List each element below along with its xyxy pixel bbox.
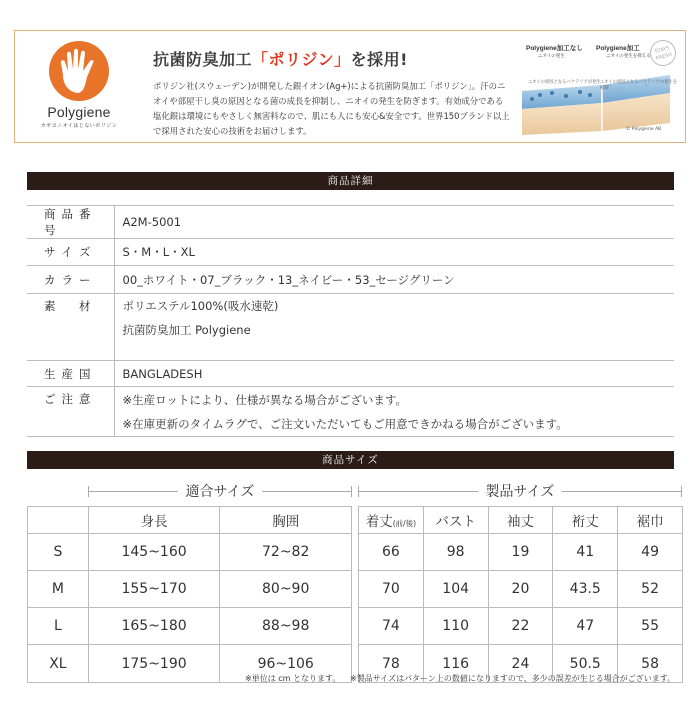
sleeve-cell: 22	[488, 608, 553, 645]
group-tick	[351, 486, 352, 497]
group-tick	[681, 486, 682, 497]
bust-cell: 116	[423, 645, 488, 683]
detail-value	[114, 206, 674, 239]
yuki-cell: 50.5	[553, 645, 618, 683]
table-row	[27, 361, 674, 387]
fit-size-table	[27, 506, 352, 683]
detail-value	[114, 294, 674, 361]
sleeve-cell: 20	[488, 571, 553, 608]
table-row	[359, 608, 683, 645]
diagram-sub-right: ニオイの発生を抑える	[606, 54, 651, 59]
detail-line: A2M-5001	[122, 215, 182, 229]
detail-line: ※生産ロットにより、仕様が異なる場合がございます。	[122, 392, 407, 407]
table-row	[28, 534, 352, 571]
height-cell: 175~190	[88, 645, 220, 683]
diagram-footer: © Polygiene AB	[626, 127, 662, 132]
hem-cell: 55	[618, 608, 683, 645]
polygiene-diagram	[520, 39, 680, 139]
detail-line: 00_ホワイト・07_ブラック・13_ネイビー・53_セージグリーン	[122, 272, 455, 287]
title-highlight: 「ポリジン」	[252, 50, 351, 69]
table-header-row	[359, 507, 683, 534]
product-size-group-label	[358, 481, 682, 501]
diagram-caption-left: ニオイの原因となるバクテリアが発生	[528, 80, 601, 85]
stays-fresh-stamp: STAYS FRESH	[647, 37, 679, 69]
table-row	[27, 239, 674, 266]
logo-tagline: カギヱニオイはじないポリジン	[40, 123, 118, 129]
chest-cell: 80~90	[220, 571, 352, 608]
length-cell: 74	[359, 608, 424, 645]
bust-cell: 110	[423, 608, 488, 645]
size-label: L	[28, 608, 89, 645]
yuki-cell: 41	[553, 534, 618, 571]
detail-value	[114, 387, 674, 437]
detail-value	[114, 266, 674, 294]
detail-line: ポリエステル100%(吸水速乾)	[122, 299, 279, 313]
diagram-heading-right: Polygiene加工	[596, 45, 640, 52]
detail-key: カラー	[27, 266, 114, 294]
height-cell: 155~170	[88, 571, 220, 608]
table-row	[27, 206, 674, 239]
banner-title	[153, 47, 408, 70]
bust-cell: 104	[423, 571, 488, 608]
header-height: 身長	[88, 507, 220, 534]
header-length	[359, 507, 424, 534]
diagram-heading-left: Polygiene加工なし	[526, 45, 583, 52]
hem-cell: 58	[618, 645, 683, 683]
detail-line: ※在庫更新のタイムラグで、ご注文いただいてもご用意できかねる場合がございます。	[122, 416, 568, 431]
header-yuki: 裄丈	[553, 507, 618, 534]
fit-size-group-label	[88, 481, 352, 501]
detail-key: サイズ	[27, 239, 114, 266]
detail-value	[114, 239, 674, 266]
sizes-header: 商品サイズ	[27, 451, 674, 469]
table-row	[359, 571, 683, 608]
length-cell: 70	[359, 571, 424, 608]
product-size-title: 製品サイズ	[478, 484, 563, 500]
table-row	[27, 387, 674, 437]
product-size-table	[358, 506, 683, 683]
length-cell: 66	[359, 534, 424, 571]
header-length-label: 着丈	[365, 514, 393, 530]
size-label: S	[28, 534, 89, 571]
chest-cell: 72~82	[220, 534, 352, 571]
sleeve-cell: 19	[488, 534, 553, 571]
detail-key: ご注意	[27, 387, 114, 437]
length-cell: 78	[359, 645, 424, 683]
size-label: XL	[28, 645, 89, 683]
banner-description: ポリジン社(スウェーデン)が開発した銀イオン(Ag+)による抗菌防臭加工「ポリジン」。汗のニオイや部屋干し臭の原因となる菌の成長を抑制し、ニオイの発生を防ぎます。有効成分である塩化銀は環境にもやさしく無害料なので、肌にも人にも安心&安全です。世界150ブランド以上で採用された安心の技術をお届けします。	[153, 81, 510, 136]
header-chest: 胸囲	[220, 507, 352, 534]
header-hem: 裾巾	[618, 507, 683, 534]
polygiene-logo	[37, 41, 121, 137]
detail-key: 生産国	[27, 361, 114, 387]
diagram-caption-right: ニオイの原因となるバクテリアの発生を抑制	[600, 80, 678, 91]
title-suffix: を採用!	[350, 50, 408, 69]
detail-line: BANGLADESH	[122, 366, 203, 381]
title-prefix: 抗菌防臭加工	[153, 50, 253, 69]
hand-logo-icon	[49, 41, 109, 101]
table-header-row	[28, 507, 352, 534]
polygiene-banner	[14, 30, 686, 143]
table-row	[359, 534, 683, 571]
height-cell: 165~180	[88, 608, 220, 645]
bust-cell: 98	[423, 534, 488, 571]
detail-line: S・M・L・XL	[122, 245, 195, 259]
size-label: M	[28, 571, 89, 608]
detail-key: 素材	[27, 294, 114, 361]
table-row	[28, 571, 352, 608]
table-row	[27, 266, 674, 294]
hem-cell: 49	[618, 534, 683, 571]
group-tick	[358, 486, 359, 497]
table-row	[27, 294, 674, 361]
table-row	[28, 608, 352, 645]
corner-cell	[28, 507, 89, 534]
details-header: 商品詳細	[27, 172, 674, 190]
detail-value	[114, 361, 674, 387]
detail-line: 抗菌防臭加工 Polygiene	[122, 323, 251, 337]
yuki-cell: 47	[553, 608, 618, 645]
header-sleeve: 袖丈	[488, 507, 553, 534]
details-table	[27, 205, 674, 437]
header-length-note: (前/後)	[392, 519, 417, 528]
hem-cell: 52	[618, 571, 683, 608]
group-tick	[88, 486, 89, 497]
pattern-note: ※製品サイズはパターン上の数値になりますので、多少の誤差が生じる場合がございます。	[350, 674, 676, 683]
chest-cell: 96~106	[220, 645, 352, 683]
yuki-cell: 43.5	[553, 571, 618, 608]
fit-size-title: 適合サイズ	[178, 484, 263, 500]
height-cell: 145~160	[88, 534, 220, 571]
diagram-sub-left: ニオイの発生	[538, 54, 565, 59]
logo-wordmark: Polygiene	[47, 104, 111, 120]
unit-note: ※単位は cm となります。	[245, 674, 341, 683]
chest-cell: 88~98	[220, 608, 352, 645]
sleeve-cell: 24	[488, 645, 553, 683]
detail-key: 商品番号	[27, 206, 114, 239]
header-bust: バスト	[423, 507, 488, 534]
